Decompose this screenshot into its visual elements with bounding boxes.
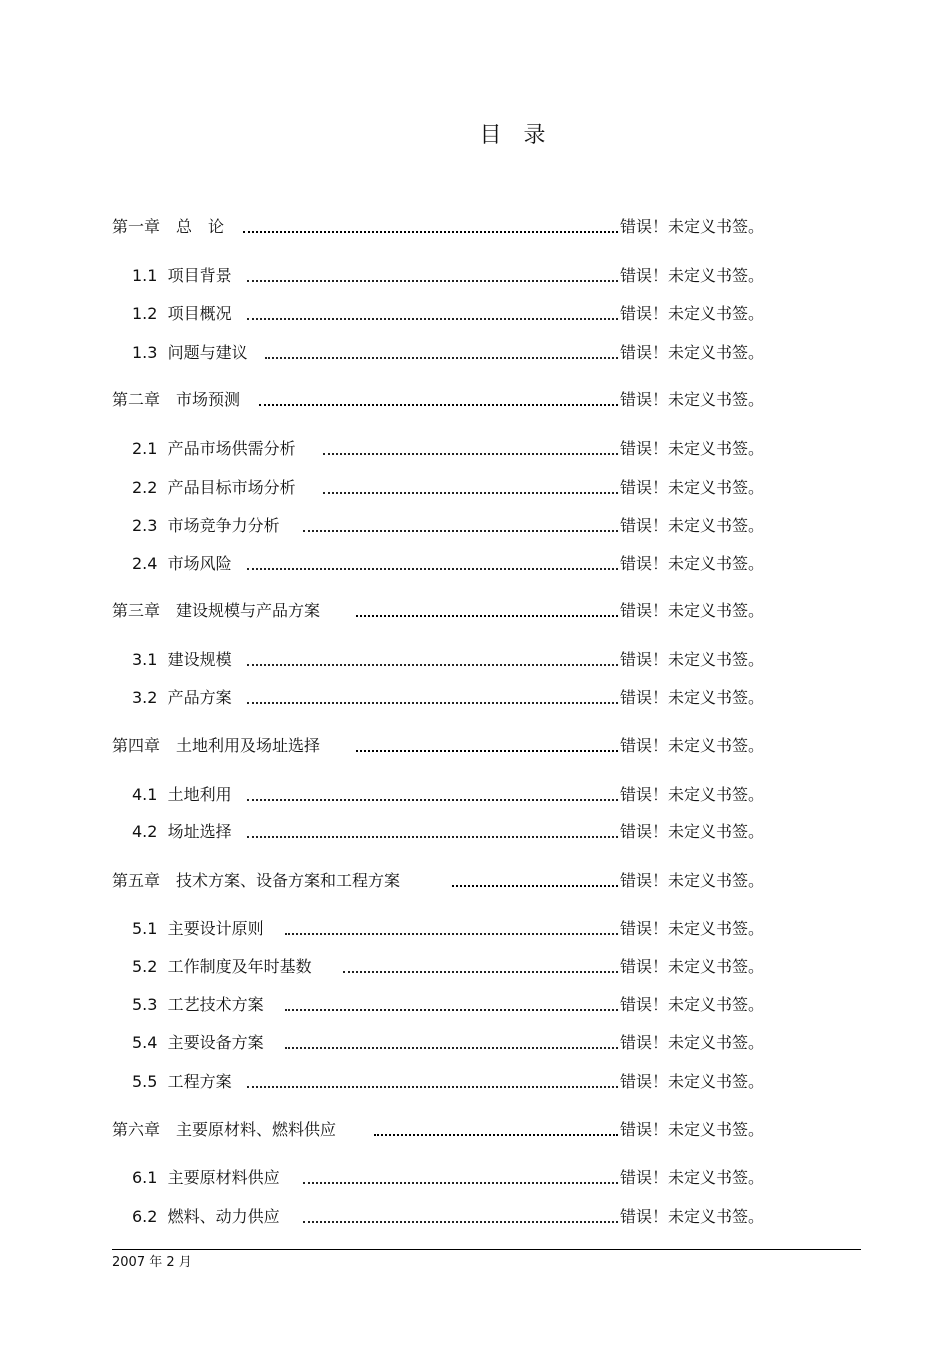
toc-entry-page-ref: 错误！未定义书签。 (620, 688, 765, 707)
dot-leader (356, 612, 618, 617)
toc-entry-page-ref: 错误！未定义书签。 (620, 1033, 765, 1052)
dot-leader (285, 930, 618, 935)
toc-entry-label: 1.2 项目概况 (132, 304, 232, 323)
toc-entry-page-ref: 错误！未定义书签。 (620, 1168, 765, 1187)
dot-leader (323, 489, 618, 494)
toc-entry-2-1[interactable] (0, 437, 950, 461)
dot-leader (303, 1179, 618, 1184)
toc-entry-label: 2.4 市场风险 (132, 554, 232, 573)
toc-entry-page-ref: 错误！未定义书签。 (620, 439, 765, 458)
toc-entry-6-1[interactable] (0, 1166, 950, 1190)
dot-leader (356, 747, 618, 752)
toc-entry-4-1[interactable] (0, 783, 950, 807)
dot-leader (247, 315, 618, 320)
toc-entry-page-ref: 错误！未定义书签。 (620, 871, 765, 890)
toc-entry-page-ref: 错误！未定义书签。 (620, 736, 765, 755)
toc-entry-page-ref: 错误！未定义书签。 (620, 390, 765, 409)
toc-entry-5-1[interactable] (0, 917, 950, 941)
toc-entry-label: 第五章 技术方案、设备方案和工程方案 (112, 871, 401, 890)
dot-leader (265, 354, 618, 359)
toc-entry-chapter-6[interactable] (0, 1118, 950, 1142)
toc-entry-label: 2.1 产品市场供需分析 (132, 439, 296, 458)
toc-entry-page-ref: 错误！未定义书签。 (620, 304, 765, 323)
toc-entry-page-ref: 错误！未定义书签。 (620, 822, 765, 841)
toc-entry-label: 5.5 工程方案 (132, 1072, 232, 1091)
toc-entry-chapter-3[interactable] (0, 599, 950, 623)
toc-entry-label: 3.2 产品方案 (132, 688, 232, 707)
toc-entry-page-ref: 错误！未定义书签。 (620, 1072, 765, 1091)
dot-leader (303, 527, 618, 532)
toc-entry-label: 第六章 主要原材料、燃料供应 (112, 1120, 337, 1139)
dot-leader (285, 1044, 618, 1049)
dot-leader (452, 882, 618, 887)
dot-leader (247, 833, 618, 838)
dot-leader (259, 401, 618, 406)
toc-entry-label: 3.1 建设规模 (132, 650, 232, 669)
toc-entry-page-ref: 错误！未定义书签。 (620, 1120, 765, 1139)
toc-entry-1-3[interactable] (0, 341, 950, 365)
toc-entry-page-ref: 错误！未定义书签。 (620, 266, 765, 285)
dot-leader (247, 699, 618, 704)
toc-entry-2-3[interactable] (0, 514, 950, 538)
toc-entry-6-2[interactable] (0, 1205, 950, 1229)
toc-entry-label: 1.3 问题与建议 (132, 343, 248, 362)
toc-entry-label: 1.1 项目背景 (132, 266, 232, 285)
toc-entry-chapter-1[interactable] (0, 215, 950, 239)
footer-date: 2007 年 2 月 (112, 1255, 192, 1270)
toc-entry-3-2[interactable] (0, 686, 950, 710)
toc-entry-5-3[interactable] (0, 993, 950, 1017)
toc-entry-label: 第一章 总 论 (112, 217, 225, 236)
toc-entry-1-1[interactable] (0, 264, 950, 288)
toc-entry-5-2[interactable] (0, 955, 950, 979)
toc-entry-5-5[interactable] (0, 1070, 950, 1094)
toc-entry-page-ref: 错误！未定义书签。 (620, 478, 765, 497)
toc-entry-page-ref: 错误！未定义书签。 (620, 217, 765, 236)
toc-entry-label: 第四章 土地利用及场址选择 (112, 736, 321, 755)
toc-entry-page-ref: 错误！未定义书签。 (620, 919, 765, 938)
toc-entry-page-ref: 错误！未定义书签。 (620, 650, 765, 669)
toc-entry-page-ref: 错误！未定义书签。 (620, 516, 765, 535)
toc-entry-chapter-4[interactable] (0, 734, 950, 758)
toc-entry-label: 第二章 市场预测 (112, 390, 241, 409)
toc-entry-label: 5.4 主要设备方案 (132, 1033, 264, 1052)
toc-entry-label: 6.2 燃料、动力供应 (132, 1207, 280, 1226)
toc-entry-label: 第三章 建设规模与产品方案 (112, 601, 321, 620)
toc-entry-label: 4.1 土地利用 (132, 785, 232, 804)
dot-leader (303, 1218, 618, 1223)
toc-entry-label: 5.1 主要设计原则 (132, 919, 264, 938)
toc-entry-page-ref: 错误！未定义书签。 (620, 601, 765, 620)
toc-entry-1-2[interactable] (0, 302, 950, 326)
toc-entry-page-ref: 错误！未定义书签。 (620, 995, 765, 1014)
toc-entry-chapter-5[interactable] (0, 869, 950, 893)
toc-entry-chapter-2[interactable] (0, 388, 950, 412)
toc-entry-2-4[interactable] (0, 552, 950, 576)
toc-entry-page-ref: 错误！未定义书签。 (620, 343, 765, 362)
dot-leader (285, 1006, 618, 1011)
dot-leader (247, 661, 618, 666)
toc-entry-page-ref: 错误！未定义书签。 (620, 1207, 765, 1226)
toc-entry-page-ref: 错误！未定义书签。 (620, 554, 765, 573)
dot-leader (247, 277, 618, 282)
toc-entry-label: 5.3 工艺技术方案 (132, 995, 264, 1014)
toc-entry-page-ref: 错误！未定义书签。 (620, 957, 765, 976)
dot-leader (343, 968, 618, 973)
toc-entry-3-1[interactable] (0, 648, 950, 672)
toc-entry-label: 2.2 产品目标市场分析 (132, 478, 296, 497)
toc-entry-page-ref: 错误！未定义书签。 (620, 785, 765, 804)
dot-leader (247, 1083, 618, 1088)
dot-leader (247, 796, 618, 801)
toc-entry-label: 5.2 工作制度及年时基数 (132, 957, 312, 976)
toc-entry-4-2[interactable] (0, 820, 950, 844)
dot-leader (243, 228, 618, 233)
toc-entry-label: 2.3 市场竞争力分析 (132, 516, 280, 535)
toc-entry-5-4[interactable] (0, 1031, 950, 1055)
dot-leader (374, 1131, 618, 1136)
footer-divider (112, 1249, 861, 1250)
toc-entry-2-2[interactable] (0, 476, 950, 500)
dot-leader (323, 450, 618, 455)
toc-title: 目 录 (479, 123, 546, 148)
toc-entry-label: 6.1 主要原材料供应 (132, 1168, 280, 1187)
dot-leader (247, 565, 618, 570)
toc-entry-label: 4.2 场址选择 (132, 822, 232, 841)
